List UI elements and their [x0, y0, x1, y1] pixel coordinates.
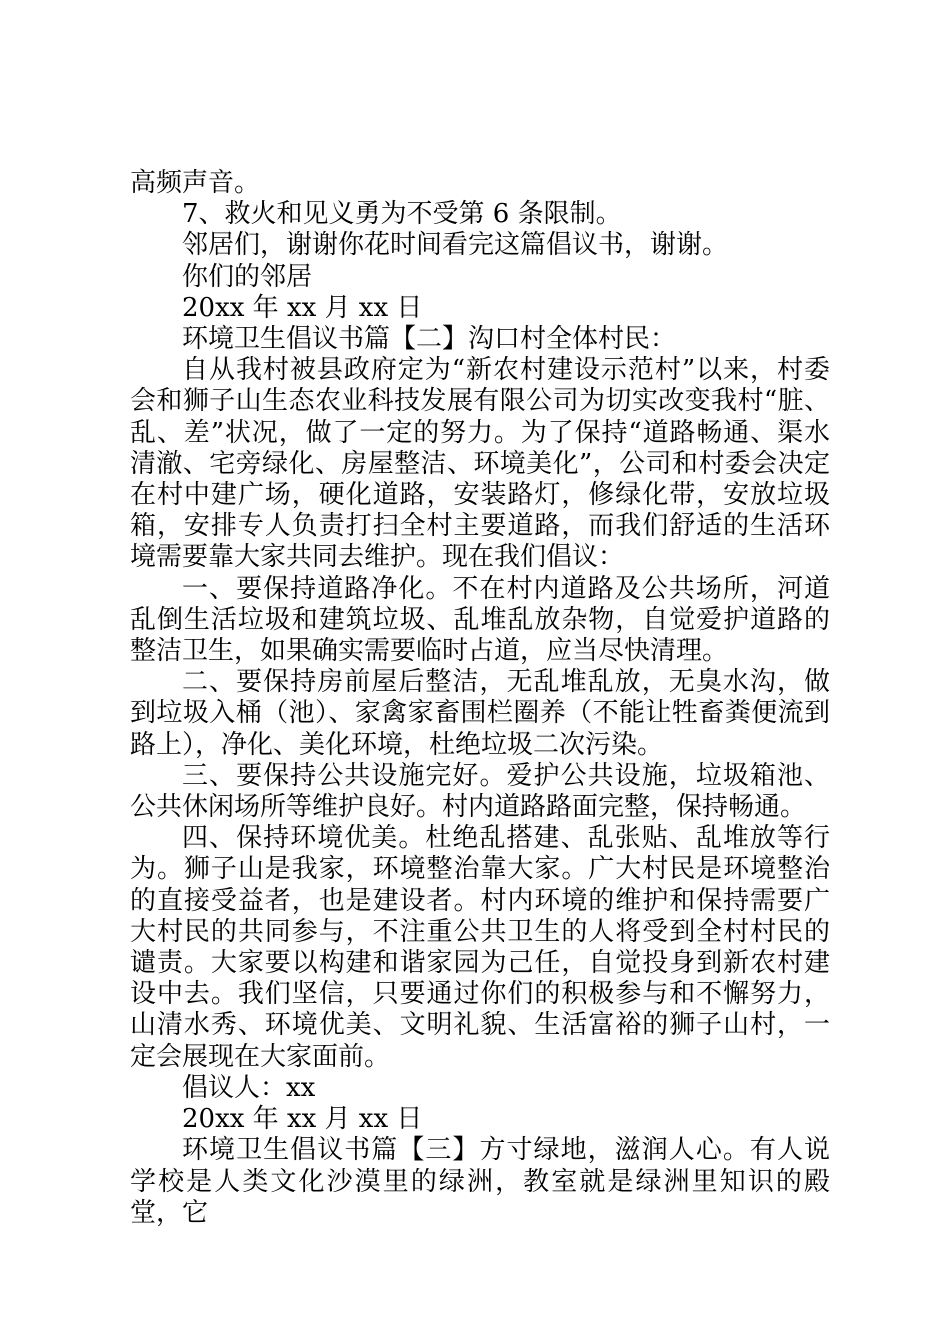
date-line-2: 20xx 年 xx 月 xx 日 — [182, 1104, 423, 1135]
paragraph-2: 邻居们，谢谢你花时间看完这篇倡议书，谢谢。 — [182, 230, 729, 261]
paragraph-item-1: 一、要保持道路净化。不在村内道路及公共场所，河道乱倒生活垃圾和建筑垃圾、乱堆乱放杂物，自觉爱护道路的整洁卫生，如果确实需要临时占道，应当尽快清理。 — [130, 573, 830, 667]
section-heading-3: 环境卫生倡议书篇【三】方寸绿地，滋润人心。有人说学校是人类文化沙漠里的绿洲，教室就是绿洲里知识的殿堂，它 — [130, 1135, 830, 1228]
paragraph-item-4: 四、保持环境优美。杜绝乱搭建、乱张贴、乱堆放等行为。狮子山是我家，环境整治靠大家。广大村民是环境整治的直接受益者，也是建设者。村内环境的维护和保持需要广大村民的共同参与，不注重公共卫生的人将受到全村村民的谴责。大家要以构建和谐家园为己任，自觉投身到新农村建设中去。我们坚信，只要通过你们的积极参与和不懈努力，山清水秀、环境优美、文明礼貌、生活富裕的狮子山村，一定会展现在大家面前。 — [130, 823, 830, 1072]
document-page — [130, 168, 830, 1229]
section-heading-2: 环境卫生倡议书篇【二】沟口村全体村民： — [182, 324, 677, 355]
paragraph-item-3: 三、要保持公共设施完好。爱护公共设施，垃圾箱池、公共休闲场所等维护良好。村内道路路面完整，保持畅通。 — [130, 760, 830, 823]
paragraph-item-2: 二、要保持房前屋后整洁，无乱堆乱放，无臭水沟，做到垃圾入桶（池）、家禽家畜围栏圈养（不能让牲畜粪便流到路上），净化、美化环境，杜绝垃圾二次污染。 — [130, 667, 830, 760]
paragraph-intro-2: 自从我村被县政府定为“新农村建设示范村”以来，村委会和狮子山生态农业科技发展有限公司为切实改变我村“脏、乱、差”状况，做了一定的努力。为了保持“道路畅通、渠水清澈、宅旁绿化、房屋整洁、环境美化”，公司和村委会决定在村中建广场，硬化道路，安装路灯，修绿化带，安放垃圾箱，安排专人负责打扫全村主要道路，而我们舒适的生活环境需要靠大家共同去维护。现在我们倡议： — [130, 355, 830, 573]
paragraph-0: 高频声音。 — [130, 168, 261, 198]
initiator-line: 倡议人：xx — [182, 1072, 316, 1103]
date-line-1: 20xx 年 xx 月 xx 日 — [182, 292, 423, 323]
signature-neighbors: 你们的邻居 — [182, 261, 313, 292]
paragraph-1: 7、救火和见义勇为不受第 6 条限制。 — [182, 199, 622, 230]
